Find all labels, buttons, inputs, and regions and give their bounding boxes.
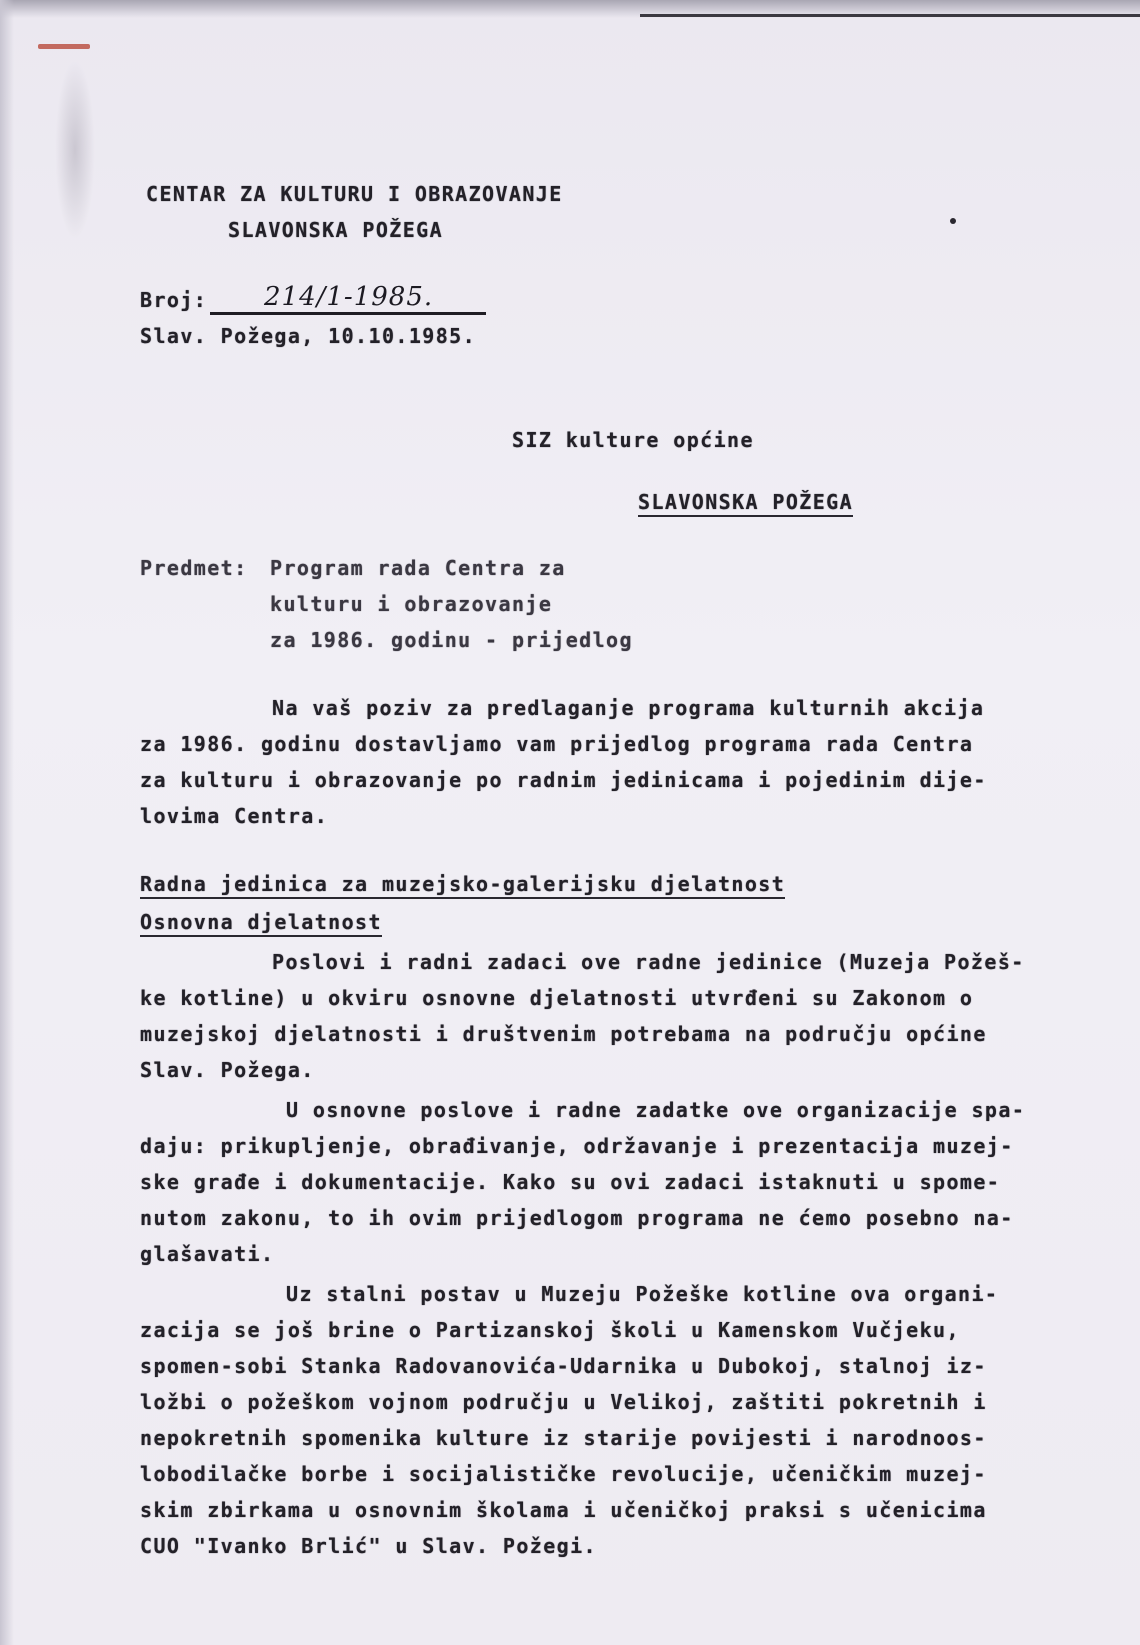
- para1-line-3: muzejskoj djelatnosti i društvenim potrebama na području općine: [140, 1022, 987, 1046]
- subject-line-3: za 1986. godinu - prijedlog: [270, 628, 633, 652]
- subject-line-1: Program rada Centra za: [270, 556, 566, 580]
- para2-line-5: glašavati.: [140, 1242, 275, 1266]
- recipient-line-2: SLAVONSKA POŽEGA: [638, 490, 853, 517]
- para3-line-2: zacija se još brine o Partizanskoj školi u Kamenskom Vučjeku,: [140, 1318, 960, 1342]
- intro-line-4: lovima Centra.: [140, 804, 329, 828]
- number-underline: [210, 312, 486, 315]
- place-date: Slav. Požega, 10.10.1985.: [140, 324, 477, 348]
- para3-line-8: CUO "Ivanko Brlić" u Slav. Požegi.: [140, 1534, 597, 1558]
- para2-line-1: U osnovne poslove i radne zadatke ove organizacije spa-: [286, 1098, 1026, 1122]
- intro-line-1: Na vaš poziv za predlaganje programa kulturnih akcija: [272, 696, 985, 720]
- sender-line-2: SLAVONSKA POŽEGA: [228, 218, 444, 242]
- red-mark: [38, 44, 90, 49]
- para1-line-2: ke kotline) u okviru osnovne djelatnosti utvrđeni su Zakonom o: [140, 986, 974, 1010]
- number-label: Broj:: [140, 288, 208, 312]
- section-heading: Radna jedinica za muzejsko-galerijsku djelatnost: [140, 872, 785, 899]
- para2-line-4: nutom zakonu, to ih ovim prijedlogom programa ne ćemo posebno na-: [140, 1206, 1014, 1230]
- ink-dot: [950, 218, 956, 224]
- page-left-edge: [0, 0, 14, 1645]
- para3-line-5: nepokretnih spomenika kulture iz starije povijesti i narodnoos-: [140, 1426, 987, 1450]
- para3-line-1: Uz stalni postav u Muzeju Požeške kotline ova organi-: [286, 1282, 999, 1306]
- handwritten-number: 214/1-1985.: [264, 282, 434, 312]
- recipient-line-1: SIZ kulture općine: [512, 428, 754, 452]
- page-top-rule: [640, 14, 1140, 17]
- intro-line-2: za 1986. godinu dostavljamo vam prijedlog programa rada Centra: [140, 732, 974, 756]
- subsection-heading: Osnovna djelatnost: [140, 910, 382, 937]
- scan-smudge: [55, 60, 95, 240]
- para3-line-4: ložbi o požeškom vojnom području u Velikoj, zaštiti pokretnih i: [140, 1390, 987, 1414]
- intro-line-3: za kulturu i obrazovanje po radnim jedinicama i pojedinim dije-: [140, 768, 987, 792]
- para1-line-4: Slav. Požega.: [140, 1058, 315, 1082]
- para3-line-7: skim zbirkama u osnovnim školama i učeničkoj praksi s učenicima: [140, 1498, 987, 1522]
- sender-line-1: CENTAR ZA KULTURU I OBRAZOVANJE: [146, 182, 563, 206]
- subject-label: Predmet:: [140, 556, 248, 580]
- para2-line-2: daju: prikupljenje, obrađivanje, održavanje i prezentacija muzej-: [140, 1134, 1014, 1158]
- subject-line-2: kulturu i obrazovanje: [270, 592, 553, 616]
- para2-line-3: ske građe i dokumentacije. Kako su ovi zadaci istaknuti u spome-: [140, 1170, 1001, 1194]
- para3-line-3: spomen-sobi Stanka Radovanovića-Udarnika u Dubokoj, stalnoj iz-: [140, 1354, 987, 1378]
- para1-line-1: Poslovi i radni zadaci ove radne jedinice (Muzeja Požeš-: [272, 950, 1025, 974]
- para3-line-6: lobodilačke borbe i socijalističke revolucije, učeničkim muzej-: [140, 1462, 987, 1486]
